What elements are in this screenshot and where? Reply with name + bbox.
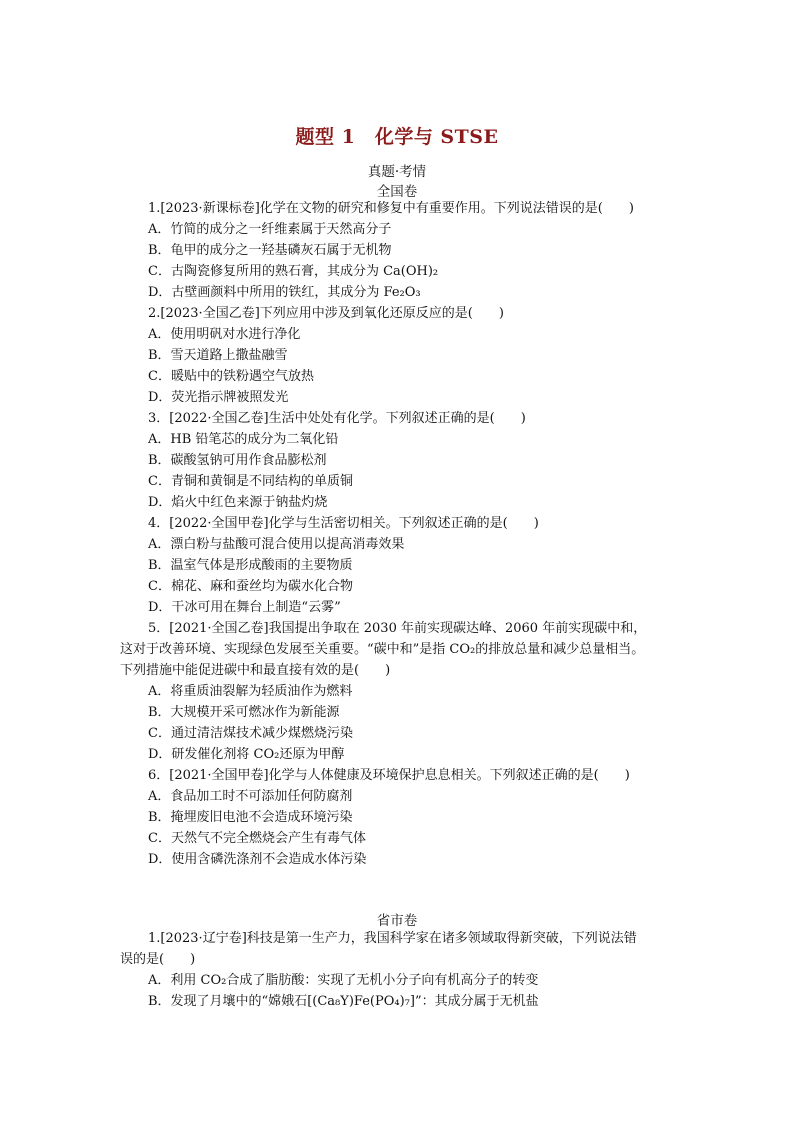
question-stem: 2.[2023·全国乙卷]下列应用中涉及到氧化还原反应的是( ) <box>148 306 504 321</box>
option-a: A．利用 CO₂合成了脂肪酸：实现了无机小分子向有机高分子的转变 <box>148 973 539 988</box>
option-b: B．发现了月壤中的“嫦娥石[(Ca₈Y)Fe(PO₄)₇]”：其成分属于无机盐 <box>148 994 539 1009</box>
section-subheading: 全国卷 <box>376 184 418 200</box>
question-stem: 5．[2021·全国乙卷]我国提出争取在 2030 年前实现碳达峰、2060 年前实现碳中和， <box>148 621 647 636</box>
option-b: B．碳酸氢钠可用作食品膨松剂 <box>148 453 327 468</box>
option-c: C．青铜和黄铜是不同结构的单质铜 <box>148 474 353 489</box>
question-stem-continued: 这对于改善环境、实现绿色发展至关重要。“碳中和”是指 CO₂的排放总量和减少总量相当。 <box>120 642 645 657</box>
option-c: C．古陶瓷修复所用的熟石膏，其成分为 Ca(OH)₂ <box>148 264 439 279</box>
section-heading: 真题·考情 <box>367 164 427 180</box>
option-d: D．研发催化剂将 CO₂还原为甲醇 <box>148 747 345 762</box>
option-b: B．大规模开采可燃冰作为新能源 <box>148 705 340 720</box>
option-a: A．竹简的成分之一纤维素属于天然高分子 <box>148 222 392 237</box>
option-b: B．掩埋废旧电池不会造成环境污染 <box>148 810 353 825</box>
page-title: 题型 1 化学与 STSE <box>295 126 499 148</box>
question-stem: 1.[2023·新课标卷]化学在文物的研究和修复中有重要作用。下列说法错误的是( ) <box>148 201 634 216</box>
option-a: A．食品加工时不可添加任何防腐剂 <box>148 789 353 804</box>
option-c: C．天然气不完全燃烧会产生有毒气体 <box>148 831 366 846</box>
option-b: B．龟甲的成分之一羟基磷灰石属于无机物 <box>148 243 392 258</box>
option-d: D．焰火中红色来源于钠盐灼烧 <box>148 495 328 510</box>
option-b: B．温室气体是形成酸雨的主要物质 <box>148 558 353 573</box>
question-stem-continued: 误的是( ) <box>120 952 196 967</box>
option-d: D．干冰可用在舞台上制造“云雾” <box>148 600 341 615</box>
question-stem-continued: 下列措施中能促进碳中和最直接有效的是( ) <box>120 663 391 678</box>
option-c: C．暖贴中的铁粉遇空气放热 <box>148 369 314 384</box>
question-stem: 6．[2021·全国甲卷]化学与人体健康及环境保护息息相关。下列叙述正确的是( ) <box>148 768 630 783</box>
question-stem: 1.[2023·辽宁卷]科技是第一生产力，我国科学家在诸多领域取得新突破，下列说法错 <box>148 931 637 946</box>
option-d: D．古壁画颜料中所用的铁红，其成分为 Fe₂O₃ <box>148 285 421 300</box>
option-d: D．使用含磷洗涤剂不会造成水体污染 <box>148 852 367 867</box>
option-a: A．HB 铅笔芯的成分为二氧化铅 <box>148 432 339 447</box>
question-stem: 4．[2022·全国甲卷]化学与生活密切相关。下列叙述正确的是( ) <box>148 516 539 531</box>
option-c: C．棉花、麻和蚕丝均为碳水化合物 <box>148 579 353 594</box>
option-d: D．荧光指示牌被照发光 <box>148 390 289 405</box>
section-heading: 省市卷 <box>376 913 418 929</box>
option-a: A．漂白粉与盐酸可混合使用以提高消毒效果 <box>148 537 405 552</box>
option-a: A．将重质油裂解为轻质油作为燃料 <box>148 684 353 699</box>
option-b: B．雪天道路上撒盐融雪 <box>148 348 288 363</box>
option-c: C．通过清洁煤技术减少煤燃烧污染 <box>148 726 353 741</box>
question-stem: 3．[2022·全国乙卷]生活中处处有化学。下列叙述正确的是( ) <box>148 411 526 426</box>
option-a: A．使用明矾对水进行净化 <box>148 327 301 342</box>
